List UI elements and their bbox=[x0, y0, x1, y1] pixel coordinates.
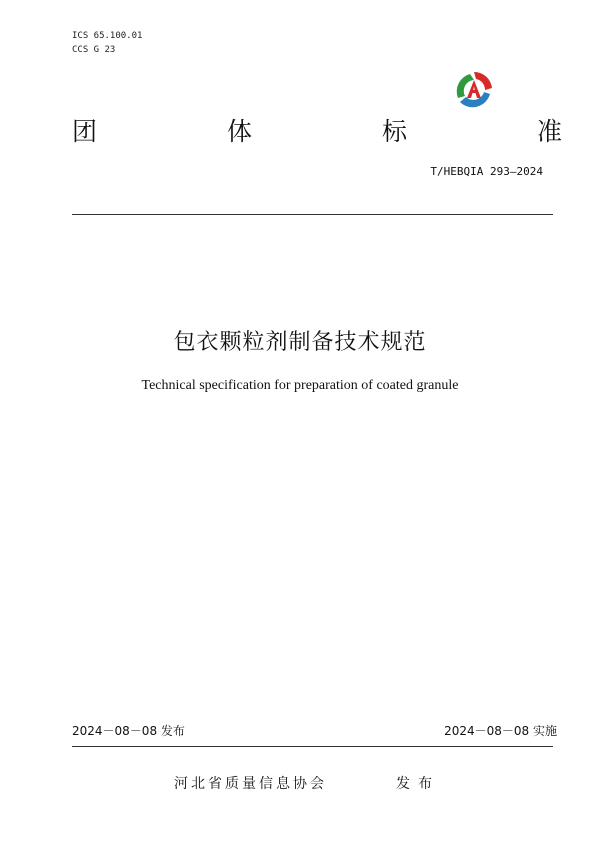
publish-date: 2024－08－08 发布 bbox=[72, 724, 185, 738]
doc-type-char: 准 bbox=[537, 117, 563, 146]
ics-code: ICS 65.100.01 bbox=[72, 31, 143, 41]
document-type-heading bbox=[72, 116, 562, 148]
publisher-suffix: 发布 bbox=[396, 776, 440, 792]
document-title-english: Technical specification for preparation of coated granule bbox=[141, 378, 459, 393]
header-divider bbox=[72, 214, 553, 215]
ccs-code: CCS G 23 bbox=[72, 45, 116, 55]
doc-type-char: 体 bbox=[227, 117, 253, 146]
doc-type-char: 标 bbox=[382, 117, 408, 146]
footer-divider bbox=[72, 746, 553, 747]
association-logo-icon bbox=[450, 68, 498, 110]
implement-date: 2024－08－08 实施 bbox=[444, 724, 557, 738]
document-title-chinese: 包衣颗粒剂制备技术规范 bbox=[173, 330, 427, 355]
publisher-name: 河北省质量信息协会 bbox=[174, 776, 327, 792]
doc-type-char: 团 bbox=[72, 117, 98, 146]
standard-number: T/HEBQIA 293—2024 bbox=[430, 165, 543, 178]
